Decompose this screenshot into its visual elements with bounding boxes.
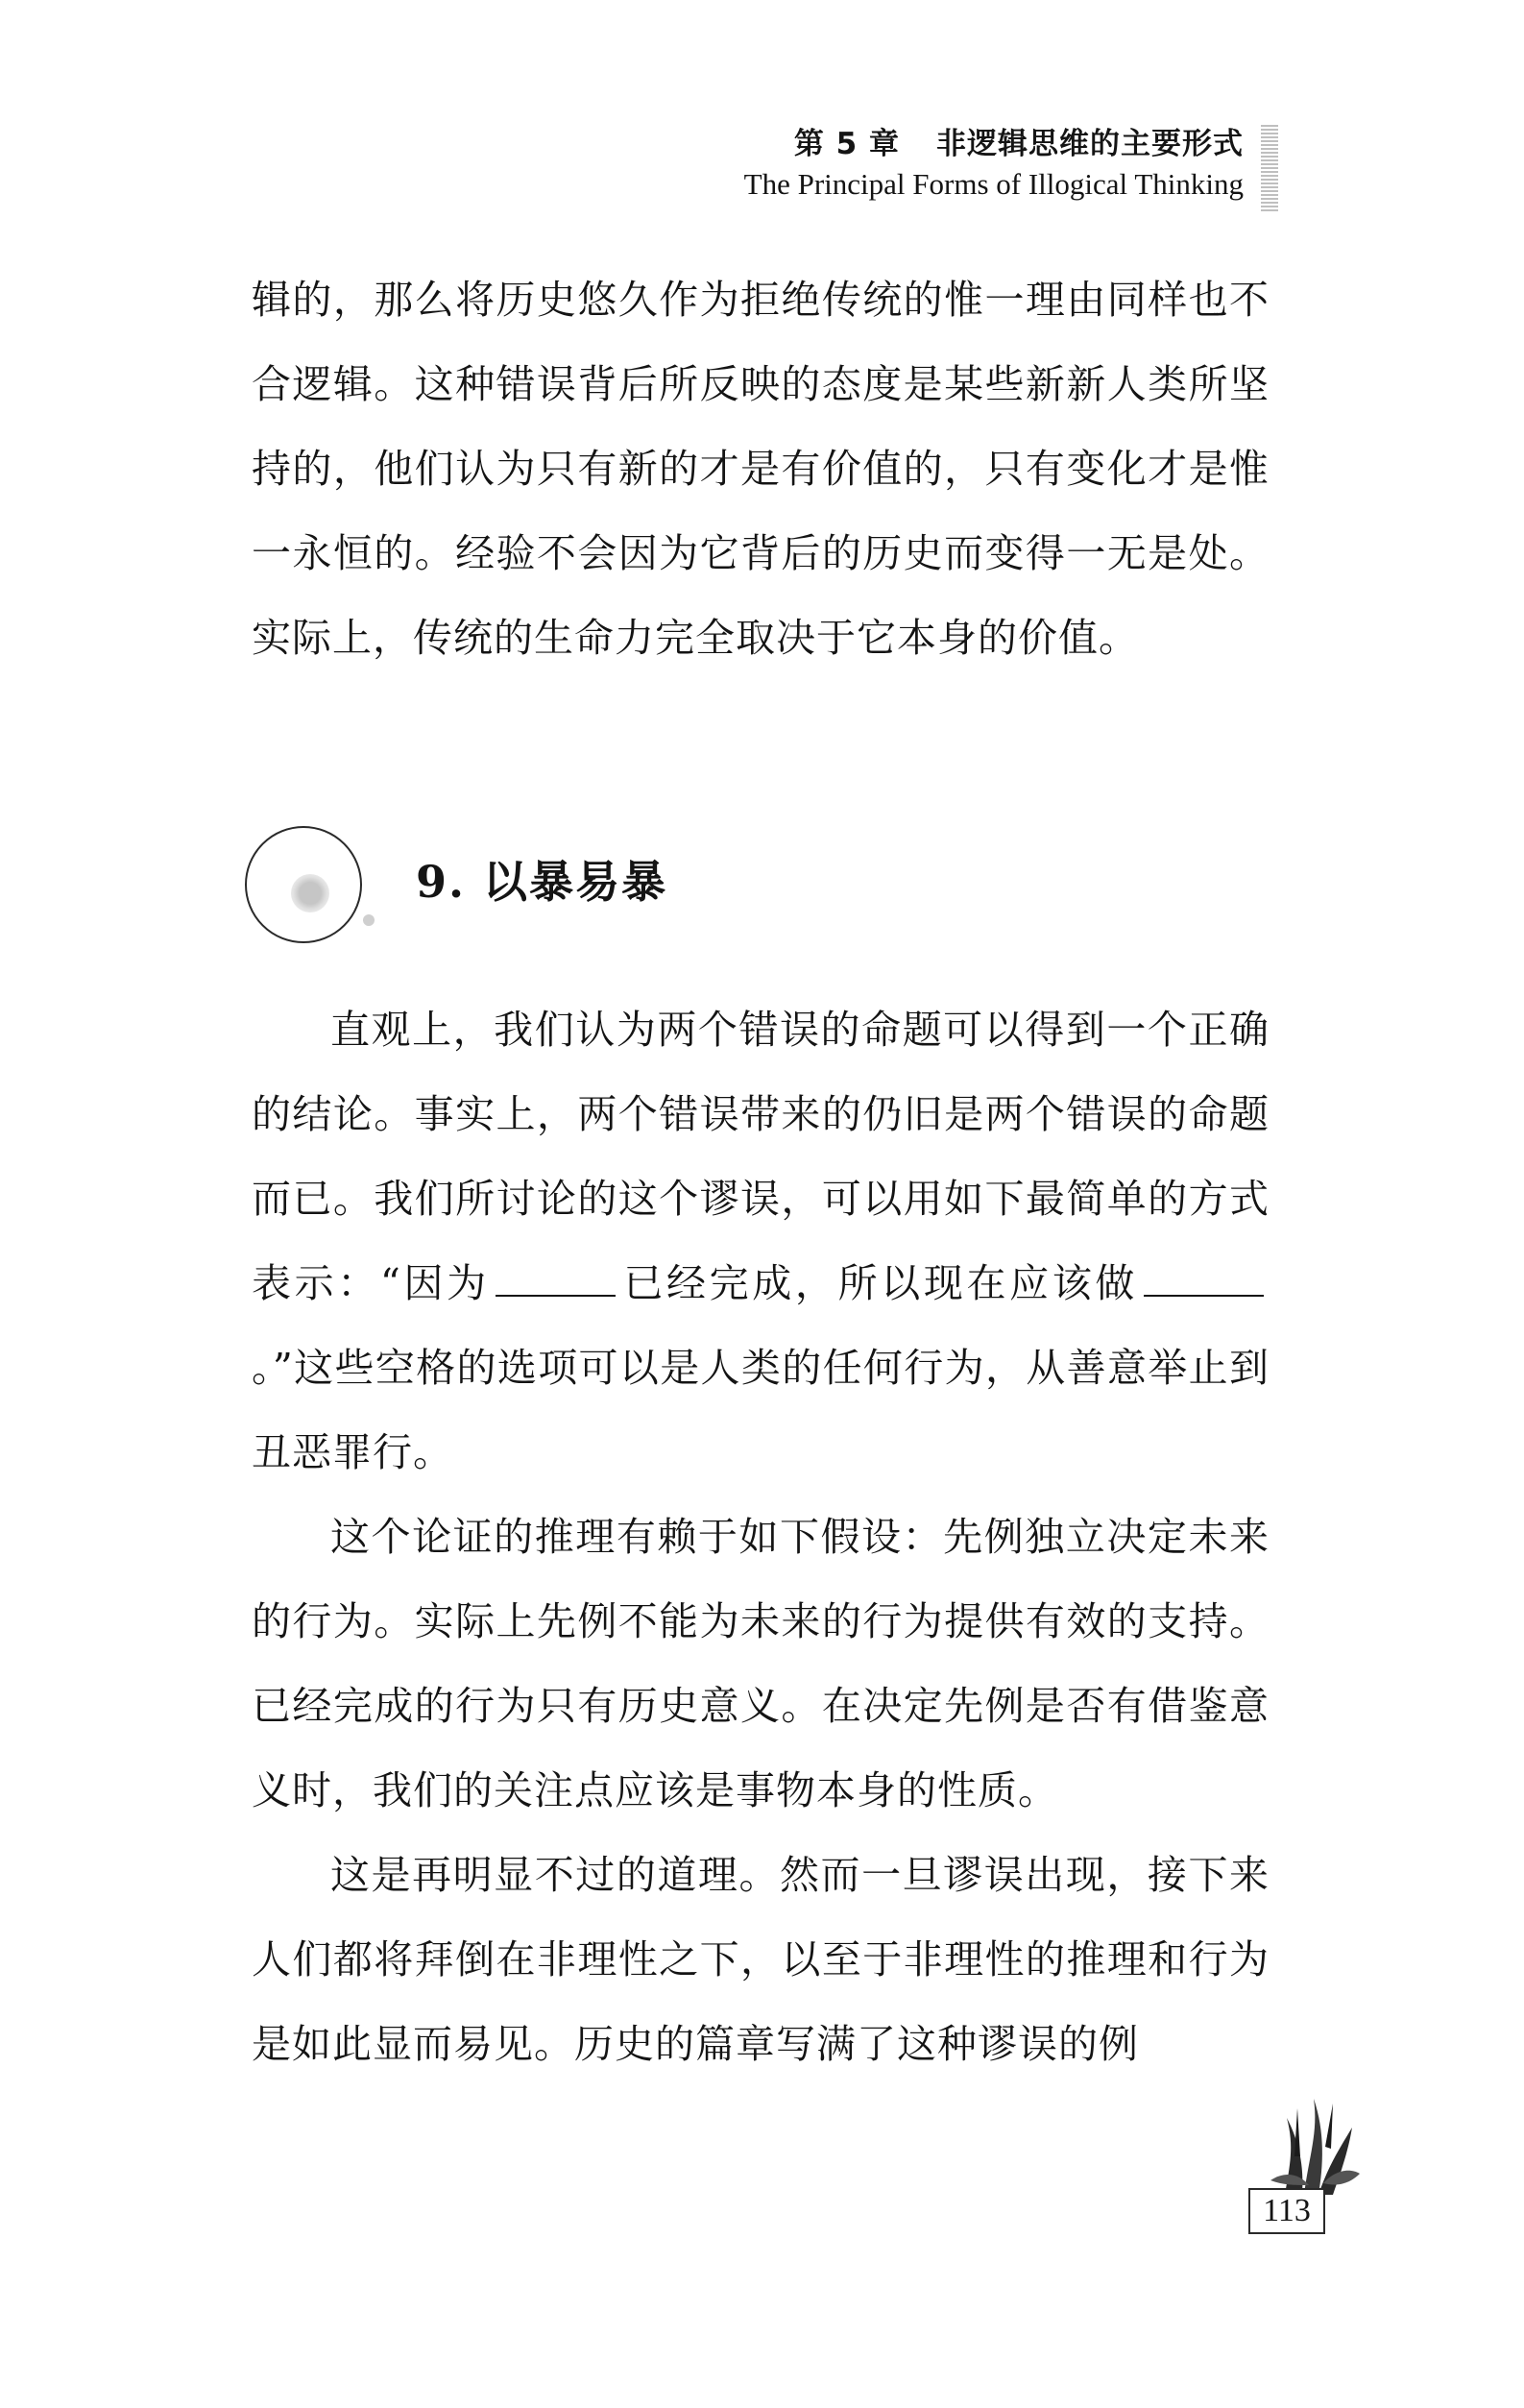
header-edge-bar <box>1261 123 1278 211</box>
chapter-english-title: The Principal Forms of Illogical Thinking <box>743 167 1244 201</box>
ornament-dot <box>363 914 375 926</box>
paragraph-1-part-1: 直观上，我们认为两个错误的命题可以得到一个正确的结论。事实上，两个错误带来的仍旧是两个错误的命题而已。我们所讨论的这个谬误，可以用如下最简单的方式表示：“因为 <box>252 1007 1270 1306</box>
running-header <box>744 123 1244 204</box>
circle-ornament-icon <box>245 826 362 943</box>
section-body <box>252 987 1270 2086</box>
continuation-paragraph: 辑的，那么将历史悠久作为拒绝传统的惟一理由同样也不合逻辑。这种错误背后所反映的态度是某些新新人类所坚持的，他们认为只有新的才是有价值的，只有变化才是惟一永恒的。经验不会因为它背后的历史而变得一无是处。实际上，传统的生命力完全取决于它本身的价值。 <box>252 277 1270 661</box>
chapter-number: 第 5 章 <box>793 127 900 161</box>
lily-flower-icon <box>1266 2089 1362 2200</box>
section-heading <box>245 818 1205 943</box>
circle-ornament-center <box>291 874 329 912</box>
paragraph-1-part-2: 已经完成，所以现在应该做 <box>620 1260 1138 1306</box>
paragraph-2: 这个论证的推理有赖于如下假设：先例独立决定未来的行为。实际上先例不能为未来的行为提供有效的支持。已经完成的行为只有历史意义。在决定先例是否有借鉴意义时，我们的关注点应该是事物本身的性质。 <box>252 1514 1270 1813</box>
continuation-text <box>252 257 1270 680</box>
paragraph-1-part-3: 。”这些空格的选项可以是人类的任何行为，从善意举止到丑恶罪行。 <box>252 1345 1270 1475</box>
blank-line-2 <box>1144 1259 1264 1297</box>
chapter-header <box>744 123 1244 165</box>
page-number: 113 <box>1248 2188 1325 2234</box>
chapter-title: 非逻辑思维的主要形式 <box>936 127 1244 161</box>
section-title: 9. 以暴易暴 <box>416 856 668 908</box>
paragraph-1 <box>252 987 1270 1495</box>
blank-line-1 <box>496 1259 616 1297</box>
paragraph-3: 这是再明显不过的道理。然而一旦谬误出现，接下来人们都将拜倒在非理性之下，以至于非理性的推理和行为是如此显而易见。历史的篇章写满了这种谬误的例 <box>252 1852 1270 2067</box>
